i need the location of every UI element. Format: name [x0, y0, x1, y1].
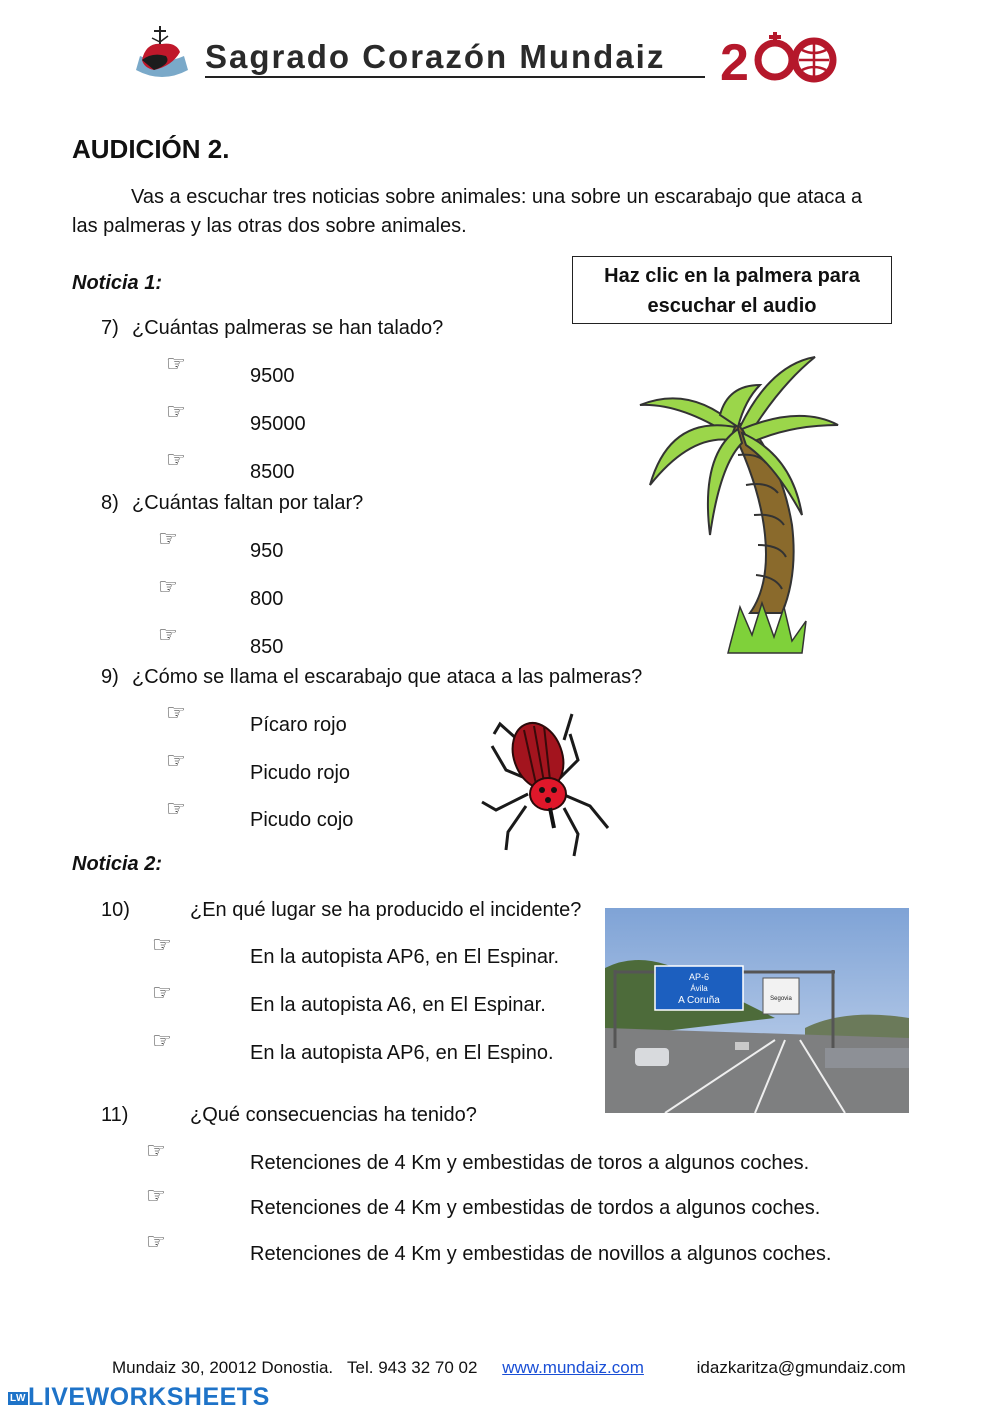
question-11-number: 11): [101, 1104, 129, 1126]
road-sign-2: Segovia: [770, 996, 792, 1002]
pointing-hand-icon: ☞: [166, 352, 186, 377]
q8-option-2[interactable]: 800: [250, 588, 284, 610]
question-8-text: ¿Cuántas faltan por talar?: [132, 492, 364, 514]
noticia-1-label: Noticia 1:: [72, 272, 163, 294]
pointing-hand-icon: ☞: [152, 981, 172, 1006]
question-11-text: ¿Qué consecuencias ha tenido?: [190, 1104, 477, 1126]
liveworksheets-logo-text: LIVEWORKSHEETS: [28, 1383, 270, 1411]
pointing-hand-icon: ☞: [146, 1230, 166, 1255]
question-7-text: ¿Cuántas palmeras se han talado?: [132, 317, 444, 339]
pointing-hand-icon: ☞: [146, 1139, 166, 1164]
audio-instruction-box: [572, 256, 892, 324]
q9-option-1[interactable]: Pícaro rojo: [250, 714, 347, 736]
pointing-hand-icon: ☞: [158, 623, 178, 648]
q7-option-3[interactable]: 8500: [250, 461, 295, 483]
q11-option-1[interactable]: Retenciones de 4 Km y embestidas de toros a algunos coches.: [250, 1152, 810, 1174]
pointing-hand-icon: ☞: [158, 575, 178, 600]
brand-name: Sagrado Corazón Mundaiz: [205, 38, 666, 75]
pointing-hand-icon: ☞: [166, 448, 186, 473]
pointing-hand-icon: ☞: [166, 797, 186, 822]
q11-option-2[interactable]: Retenciones de 4 Km y embestidas de tordos a algunos coches.: [250, 1197, 821, 1219]
pointing-hand-icon: ☞: [152, 933, 172, 958]
question-10-number: 10): [101, 899, 130, 921]
road-sign-city: A Coruña: [678, 995, 720, 1006]
q10-option-2[interactable]: En la autopista A6, en El Espinar.: [250, 994, 546, 1016]
anniversary-graphic: [720, 30, 842, 86]
audio-instruction-line-2: escuchar el audio: [647, 295, 817, 317]
highway-photo: [605, 908, 909, 1113]
q7-option-1[interactable]: 9500: [250, 365, 295, 387]
footer-website-link[interactable]: www.mundaiz.com: [502, 1358, 644, 1377]
school-logo: [132, 22, 192, 84]
svg-text:2: 2: [720, 34, 749, 86]
noticia-2-label: Noticia 2:: [72, 853, 163, 875]
q10-option-3[interactable]: En la autopista AP6, en El Espino.: [250, 1042, 554, 1064]
q9-option-3[interactable]: Picudo cojo: [250, 809, 354, 831]
palm-tree-audio-button[interactable]: [570, 345, 886, 667]
page-title: AUDICIÓN 2.: [72, 134, 230, 164]
q7-option-2[interactable]: 95000: [250, 413, 306, 435]
question-10-text: ¿En qué lugar se ha producido el incidente?: [190, 899, 582, 921]
pointing-hand-icon: ☞: [158, 527, 178, 552]
q11-option-3[interactable]: Retenciones de 4 Km y embestidas de novillos a algunos coches.: [250, 1243, 832, 1265]
q10-option-1[interactable]: En la autopista AP6, en El Espinar.: [250, 946, 560, 968]
footer-address: Mundaiz 30, 20012 Donostia. Tel. 943 32 70 02: [112, 1358, 478, 1377]
q8-option-3[interactable]: 850: [250, 636, 284, 658]
question-7-number: 7): [101, 317, 119, 339]
anniversary-200: [720, 30, 842, 84]
q9-option-2[interactable]: Picudo rojo: [250, 762, 351, 784]
question-9-number: 9): [101, 666, 119, 688]
pointing-hand-icon: ☞: [166, 749, 186, 774]
q8-option-1[interactable]: 950: [250, 540, 284, 562]
road-sign-sub: Ávila: [690, 984, 708, 993]
road-sign-road: AP-6: [688, 972, 710, 982]
pointing-hand-icon: ☞: [166, 701, 186, 726]
pointing-hand-icon: ☞: [152, 1029, 172, 1054]
footer-email: idazkaritza@gmundaiz.com: [696, 1358, 906, 1377]
footer: [112, 1358, 906, 1378]
question-9-text: ¿Cómo se llama el escarabajo que ataca a las palmeras?: [132, 666, 643, 688]
pointing-hand-icon: ☞: [146, 1184, 166, 1209]
pointing-hand-icon: ☞: [166, 400, 186, 425]
audio-instruction-line-1: Haz clic en la palmera para: [604, 265, 860, 287]
intro-line-2: las palmeras y las otras dos sobre animales.: [72, 215, 467, 237]
header-underline: [205, 76, 705, 78]
red-weevil-image: [478, 710, 612, 858]
liveworksheets-badge: LW: [10, 1392, 26, 1404]
question-8-number: 8): [101, 492, 119, 514]
liveworksheets-logo[interactable]: [8, 1383, 270, 1412]
intro-line-1: Vas a escuchar tres noticias sobre animales: una sobre un escarabajo que ataca a: [131, 186, 863, 208]
